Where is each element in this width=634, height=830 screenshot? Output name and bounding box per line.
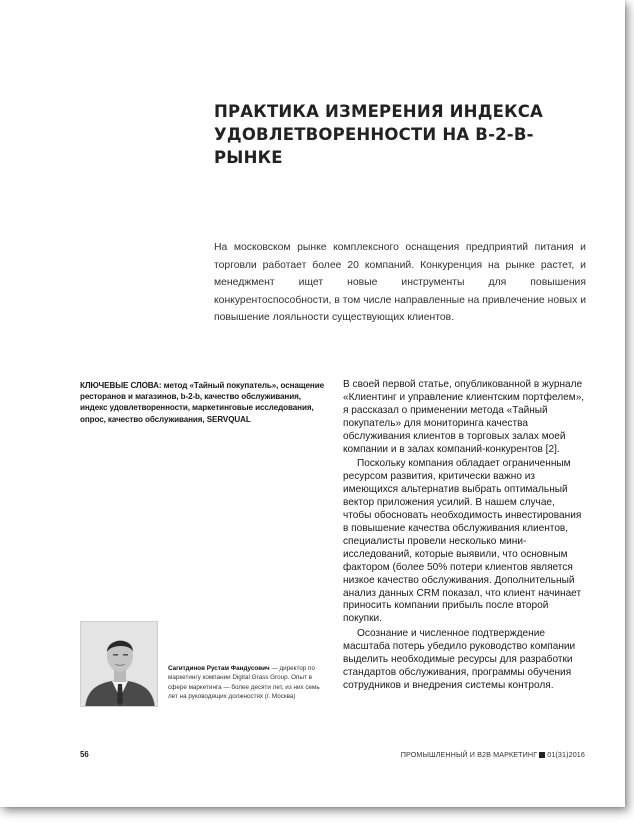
author-photo (80, 621, 158, 707)
square-separator-icon (539, 752, 545, 758)
title-line-2: УДОВЛЕТВОРЕННОСТИ НА B-2-B-РЫНКЕ (214, 125, 534, 167)
journal-issue: 01(31)2016 (547, 750, 585, 759)
body-paragraph: Осознание и численное подтверждение масштаба потерь убедило руководство компании выделить необходимые ресурсы для разработки стандартов обслуживания, программы обучения сотрудников и внедрения системы контроля. (343, 628, 576, 691)
article-lead: На московском рынке комплексного оснащения предприятий питания и торговли работает более 20 компаний. Конкуренция на рынке растет, и менеджмент ищет новые инструменты для повышения конкурентоспособности, в том числе направленные на привлечение новых и повышение лояльности существующих клиентов. (214, 242, 586, 323)
title-line-1: ПРАКТИКА ИЗМЕРЕНИЯ ИНДЕКСА (214, 102, 544, 121)
body-paragraph: В своей первой статье, опубликованной в журнале «Клиентинг и управление клиентским портфелем», я рассказал о применении метода «Тайный покупатель» для мониторинга качества обслуживания клиентов в торговых залах моей компании и в залах компаний-конкурентов [2]. (343, 379, 585, 455)
article-body (343, 379, 586, 695)
author-bio (168, 664, 324, 701)
page-number: 56 (80, 750, 89, 759)
author-description: — директор по маркетингу компании Digital Grass Group. Опыт в сфере маркетинга — более десяти лет, из них семь лет на руководящих должностях (г. Москва) (168, 665, 320, 700)
journal-name: ПРОМЫШЛЕННЫЙ И B2B МАРКЕТИНГ (400, 750, 538, 759)
article-title (214, 100, 594, 169)
author-name: Сагитдинов Рустам Фандусович (168, 665, 270, 672)
keywords-block: КЛЮЧЕВЫЕ СЛОВА: метод «Тайный покупатель», оснащение ресторанов и магазинов, b-2-b, качество обслуживания, индекс удовлетворенности, маркетинговые исследования, опрос, качество обслуживания, SERVQUAL (80, 381, 324, 424)
body-paragraph: Поскольку компания обладает ограниченным ресурсом развития, критически важно из имеющихся альтернатив выбрать оптимальный вектор приложения усилий. В нашем случае, чтобы обосновать необходимость инвестирования в повышение качества обслуживания клиентов, специалисты провели несколько мини-исследований, которые выявили, что основным фактором (более 50% потери клиентов является низкое качество обслуживания. Дополнительный анализ данных CRM показал, что клиент начинает приносить компании прибыль после второй покупки. (343, 458, 582, 625)
journal-footer (401, 750, 585, 759)
